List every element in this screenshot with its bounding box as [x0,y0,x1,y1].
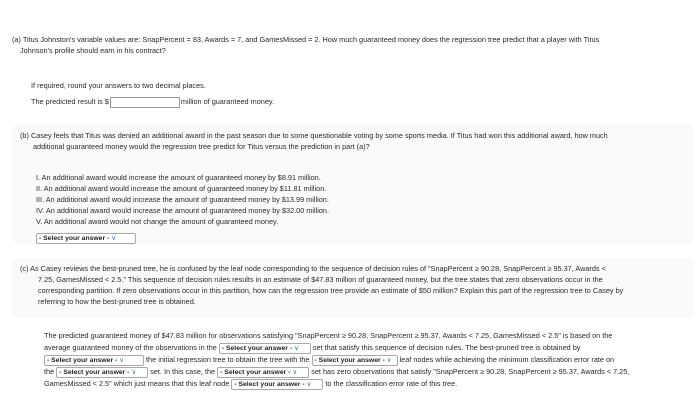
chevron-down-icon: ∨ [111,235,117,243]
answer-line4 [44,366,629,378]
part-b-option-2: II. An additional award would increase the amount of guaranteed money by $11.81 million. [36,184,327,193]
predicted-label: The predicted result is $ [31,97,109,106]
select-pruning-action[interactable] [44,355,144,366]
part-a-question-line1: (a) Titus Johnston's variable values are: SnapPercent = 83, Awards = 7, and GamesMissed = 2. How much guaranteed money does the regression tree predict that a player with Titus [12,35,600,44]
select-data-set-2-label: - Select your answer - [59,368,130,376]
chevron-down-icon: ∨ [306,380,312,388]
part-b-option-4: IV. An additional award would increase the amount of guaranteed money by $32.00 million. [36,206,330,215]
part-b-option-3: III. An additional award would increase the amount of guaranteed money by $13.99 million. [36,195,329,204]
part-b-select[interactable] [36,230,136,248]
predicted-result-input[interactable] [110,97,180,108]
part-c-question-line4: referring to how the best-pruned tree is obtained. [38,297,196,306]
select-leaf-count[interactable] [312,355,398,366]
part-b-question-line2: additional guaranteed money would the regression tree predict for Titus versus the prediction in part (a)? [33,142,370,151]
part-c-question-line3: corresponding partition. If zero observations occur in this partition, how can the regression tree provide an estimate of $50 million? Explain this part of the regression tree to Casey by [38,286,624,295]
chevron-down-icon: ∨ [294,344,299,352]
select-data-set-3-label: - Select your answer - [220,368,291,376]
answer-line2 [44,342,580,354]
answer-line4-mid: set. In this case, the [150,367,216,376]
part-a-question-line2: Johnson's profile should earn in his contract? [20,46,166,55]
answer-line3-tail: leaf nodes while achieving the minimum classification error rate on [399,355,615,364]
select-data-set-1-label: - Select your answer - [221,344,293,352]
part-b-select-label: - Select your answer - [39,235,110,243]
part-c-question-line1: (c) As Casey reviews the best-pruned tree, he is confused by the leaf node corresponding to the sequence of decision rules of "SnapPercent ≥ 90.28, SnapPercent ≥ 95.37, Awards < [20,264,606,273]
answer-line2-pre: average guaranteed money of the observations in the [44,343,217,352]
predicted-result-row [31,96,274,108]
unit-suffix: million of guaranteed money. [180,97,275,106]
chevron-down-icon: ∨ [386,356,392,364]
select-data-set-3[interactable] [217,367,309,378]
answer-line5-pre: GamesMissed < 2.5" which just means that this leaf node [44,379,230,388]
round-note: If required, round your answers to two decimal places. [31,81,206,90]
select-data-set-2[interactable] [56,367,148,378]
answer-line2-post: set that satisfy this sequence of decision rules. The best-pruned tree is obtained by [312,343,581,352]
answer-line5-post: to the classification error rate of this tree. [325,379,458,388]
part-b-question-line1: (b) Casey feels that Titus was denied an additional award in the past season due to some questionable voting by some sports media. If Titus had won this additional award, how much [20,131,608,140]
select-contribution[interactable] [231,379,323,390]
chevron-down-icon: ∨ [119,356,125,364]
answer-line1: The predicted guaranteed money of $47.83 million for observations satisfying "SnapPercent ≥ 90.28, SnapPercent ≥ 95.37, Awards < 7.25, GamesMissed < 2.5" is based on the [44,331,613,340]
part-c-question-line2: 7.25, GamesMissed < 2.5." This sequence of decision rules results in an estimate of $47.83 million of guaranteed money, but the tree states that zero observations occur in the [38,275,603,284]
answer-line4-post: set has zero observations that satisfy "SnapPercent ≥ 90.28, SnapPercent ≥ 95.37, Awards < 7.25, [311,367,630,376]
answer-line5 [44,378,457,390]
answer-line3-post: the initial regression tree to obtain the tree with the [146,355,310,364]
chevron-down-icon: ∨ [292,368,298,376]
answer-line3 [44,354,614,366]
answer-line4-pre: the [44,367,55,376]
select-pruning-action-label: - Select your answer - [47,356,118,364]
part-b-option-5: V. An additional award would not change the amount of guaranteed money. [36,217,279,226]
select-data-set-1[interactable] [219,343,311,354]
chevron-down-icon: ∨ [131,368,137,376]
part-b-option-1: I. An additional award would increase the amount of guaranteed money by $8.91 million. [36,173,321,182]
select-leaf-count-label: - Select your answer - [314,356,385,364]
select-contribution-label: - Select your answer - [234,380,305,388]
